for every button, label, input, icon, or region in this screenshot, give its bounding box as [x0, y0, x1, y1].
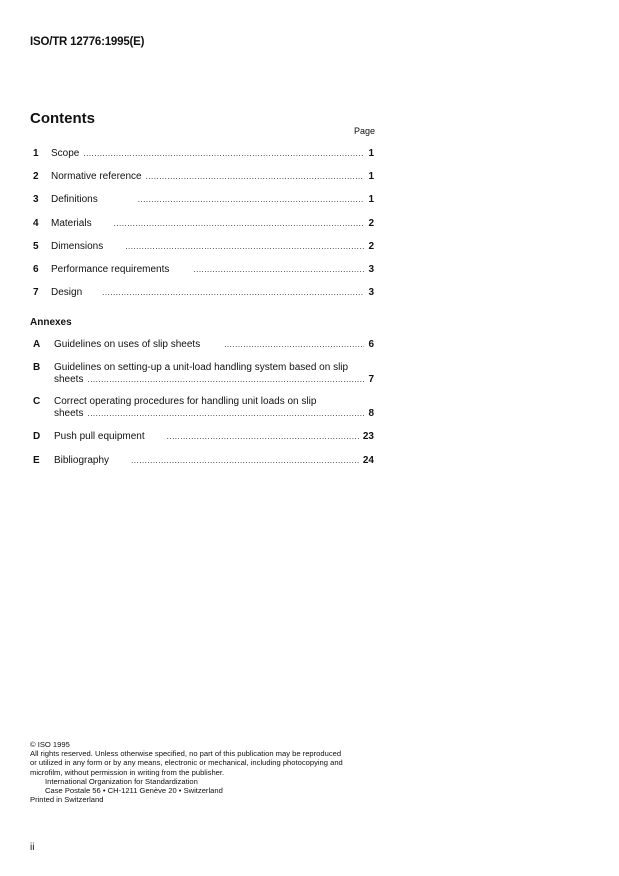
rights-statement: or utilized in any form or by any means, electronic or mechanical, including photocopying and: [30, 758, 343, 768]
toc-entry-title: Scope: [51, 148, 80, 159]
page-number: ii: [30, 842, 35, 853]
toc-entry-page: 3: [368, 287, 374, 298]
annex-title-line2: sheets: [54, 408, 84, 419]
annex-letter: D: [33, 431, 41, 442]
leader-dots: [87, 409, 364, 418]
toc-entry-title: Performance requirements: [51, 264, 170, 275]
copyright-notice: [30, 740, 380, 804]
leader-dots: [131, 456, 359, 465]
toc-entry-number: 5: [33, 241, 39, 252]
contents-title: Contents: [30, 110, 95, 127]
leader-dots: [87, 375, 364, 384]
annex-page: 24: [362, 455, 374, 466]
toc-entry-title: Design: [51, 287, 83, 298]
leader-dots: [125, 242, 364, 251]
leader-dots: [224, 340, 364, 349]
leader-dots: [138, 195, 365, 204]
toc-entry-number: 7: [33, 287, 39, 298]
annex-letter: C: [33, 396, 41, 407]
annex-page: 6: [368, 339, 374, 350]
toc-entry-page: 1: [368, 148, 374, 159]
toc-entry-title: Dimensions: [51, 241, 104, 252]
toc-entry-title: Normative reference: [51, 171, 142, 182]
annex-page: 23: [362, 431, 374, 442]
annex-title: Guidelines on uses of slip sheets: [54, 339, 201, 350]
toc-entry-number: 6: [33, 264, 39, 275]
copyright-line: © ISO 1995: [30, 740, 70, 749]
toc-entry-number: 3: [33, 194, 39, 205]
annex-page: 7: [368, 374, 374, 385]
rights-statement: All rights reserved. Unless otherwise specified, no part of this publication may be reproduced: [30, 749, 342, 759]
annex-title-line1: Correct operating procedures for handling unit loads on slip: [54, 396, 317, 407]
toc-entry-number: 2: [33, 171, 39, 182]
toc-entry-title: Definitions: [51, 194, 98, 205]
annex-page: 8: [368, 408, 374, 419]
annex-letter: E: [33, 455, 40, 466]
toc-entry-page: 1: [368, 171, 374, 182]
annex-letter: A: [33, 339, 41, 350]
toc-entry-page: 1: [368, 194, 374, 205]
annexes-heading: Annexes: [30, 317, 72, 328]
toc-entry-number: 4: [33, 218, 39, 229]
leader-dots: [167, 432, 359, 441]
annex-letter: B: [33, 362, 41, 373]
document-id-header: ISO/TR 12776:1995(E): [30, 36, 145, 48]
annex-title: Push pull equipment: [54, 431, 145, 442]
leader-dots: [114, 219, 365, 228]
leader-dots: [193, 265, 364, 274]
leader-dots: [146, 172, 365, 181]
organization-name: International Organization for Standardization: [45, 776, 198, 786]
toc-entry-page: 2: [368, 241, 374, 252]
toc-entry-page: 3: [368, 264, 374, 275]
annex-title: Bibliography: [54, 455, 110, 466]
rights-statement: microfilm, without permission in writing from the publisher.: [30, 767, 225, 777]
toc-entry-title: Materials: [51, 218, 92, 229]
page-column-label: Page: [354, 126, 376, 136]
organization-address: Case Postale 56 • CH-1211 Genève 20 • Switzerland: [45, 786, 223, 796]
toc-entry-page: 2: [368, 218, 374, 229]
printed-in: Printed in Switzerland: [30, 795, 104, 805]
toc-entry-number: 1: [33, 148, 39, 159]
annex-title-line1: Guidelines on setting-up a unit-load handling system based on slip: [54, 362, 349, 373]
annex-title-line2: sheets: [54, 374, 84, 385]
leader-dots: [102, 288, 364, 297]
leader-dots: [83, 149, 364, 158]
